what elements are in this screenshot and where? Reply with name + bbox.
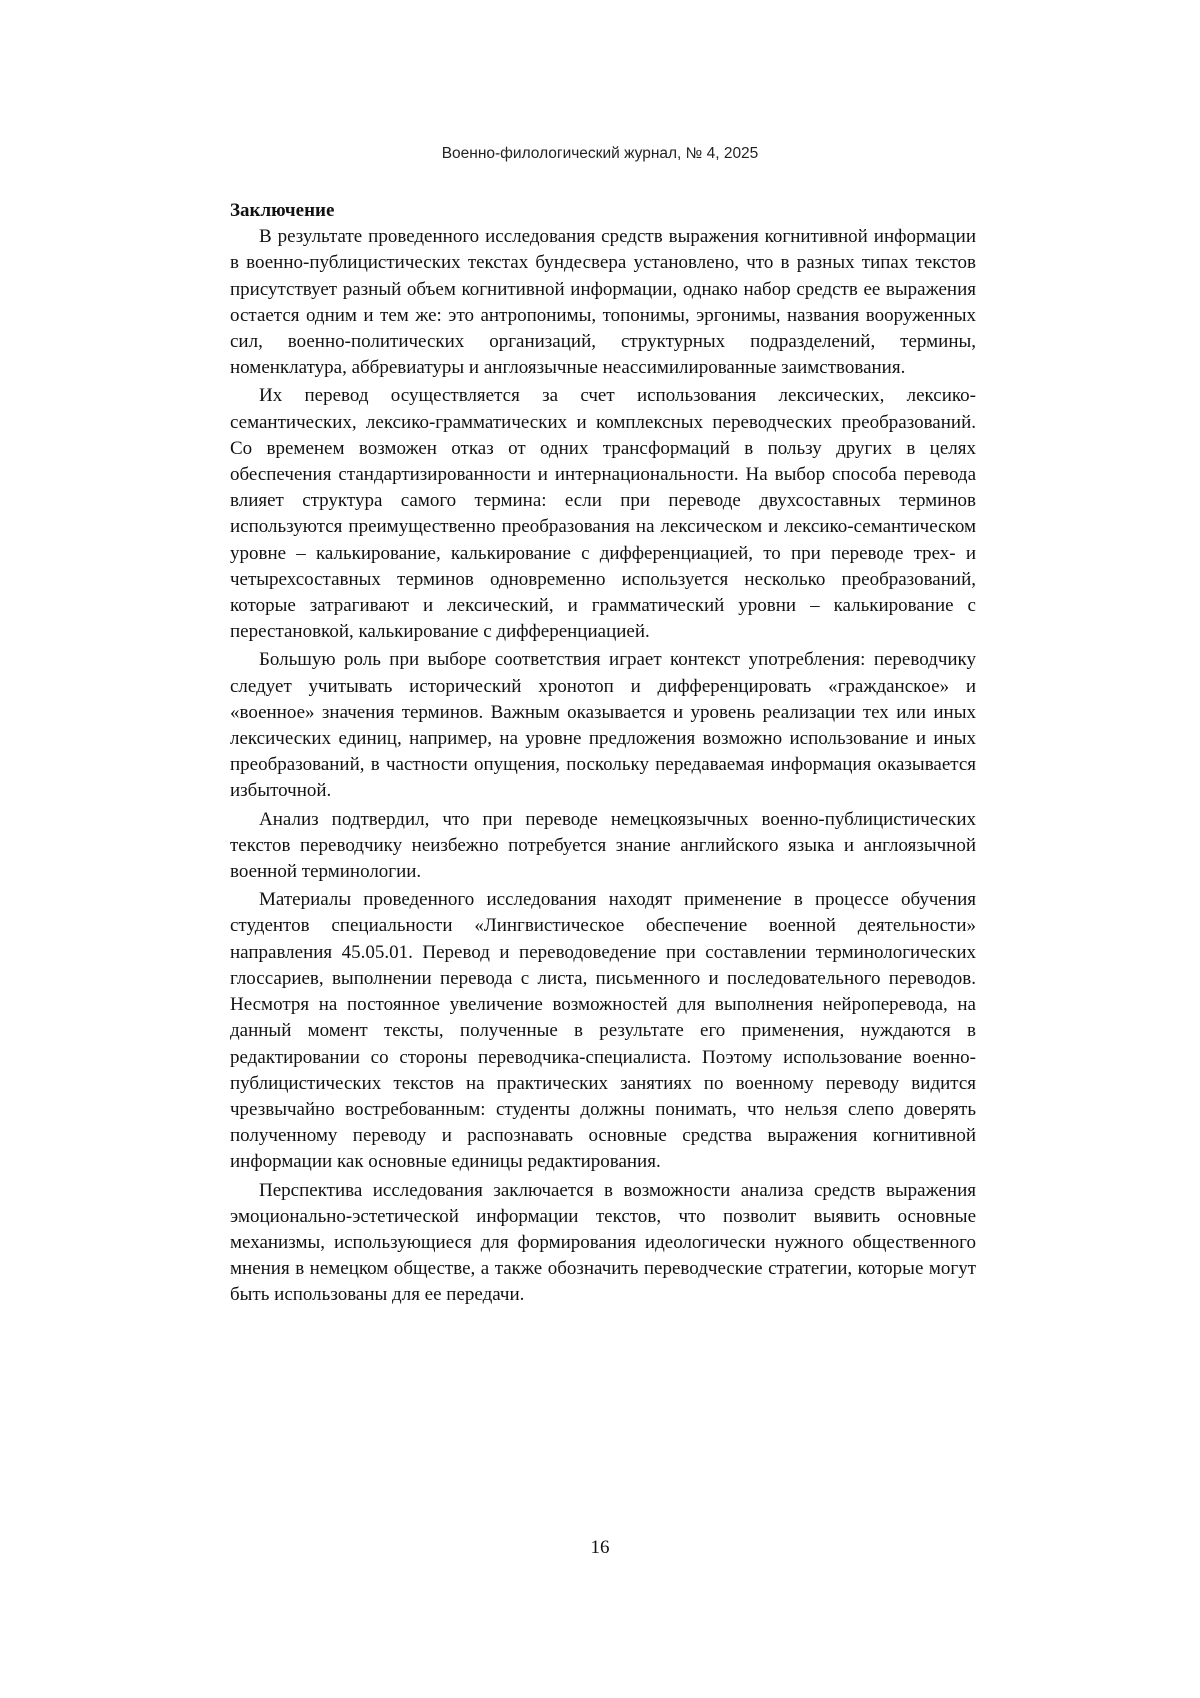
section-title: Заключение [230,200,335,221]
section-body [230,198,976,1311]
paragraph: Большую роль при выборе соответствия играет контекст употребления: переводчику следует учитывать исторический хронотоп и дифференцировать «гражданское» и «военное» значения терминов. Важным оказывается и уровень реализации тех или иных лексических единиц, например, на уровне предложения возможно использование и иных преобразований, в частности опущения, поскольку передаваемая информация оказывается избыточной. [230,649,976,802]
paragraph: Перспектива исследования заключается в возможности анализа средств выражения эмоционально-эстетической информации текстов, что позволит выявить основные механизмы, использующиеся для формирования идеологически нужного общественного мнения в немецком обществе, а также обозначить переводческие стратегии, которые могут быть использованы для ее передачи. [230,1179,976,1306]
paragraph: В результате проведенного исследования средств выражения когнитивной информации в военно-публицистических текстах бундесвера установлено, что в разных типах текстов присутствует разный объем когнитивной информации, однако набор средств ее выражения остается одним и тем же: это антропонимы, топонимы, эргонимы, названия вооруженных сил, военно-политических организаций, структурных подразделений, термины, номенклатура, аббревиатуры и англоязычные неассимилированные заимствования. [230,226,976,379]
paragraph: Анализ подтвердил, что при переводе немецкоязычных военно-публицистических текстов переводчику неизбежно потребуется знание английского языка и англоязычной военной терминологии. [230,808,976,883]
page-number: 16 [590,1537,610,1558]
running-header: Военно-филологический журнал, № 4, 2025 [441,145,759,162]
paragraph: Их перевод осуществляется за счет использования лексических, лексико-семантических, лексико-грамматических и комплексных переводческих преобразований. Со временем возможен отказ от одних трансформаций в пользу других в целях обеспечения стандартизированности и интернациональности. На выбор способа перевода влияет структура самого термина: если при переводе двухсоставных терминов используются преимущественно преобразования на лексическом и лексико-семантическом уровне – калькирование, калькирование с дифференциацией, то при переводе трех- и четырехсоставных терминов одновременно используется несколько преобразований, которые затрагивают и лексический, и грамматический уровни – калькирование с перестановкой, калькирование с дифференциацией. [230,385,976,643]
paragraph: Материалы проведенного исследования находят применение в процессе обучения студентов специальности «Лингвистическое обеспечение военной деятельности» направления 45.05.01. Перевод и переводоведение при составлении терминологических глоссариев, выполнении перевода с листа, письменного и последовательного переводов. Несмотря на постоянное увеличение возможностей для выполнения нейроперевода, на данный момент тексты, полученные в результате его применения, нуждаются в редактировании со стороны переводчика-специалиста. Поэтому использование военно-публицистических текстов на практических занятиях по военному переводу видится чрезвычайно востребованным: студенты должны понимать, что нельзя слепо доверять полученному переводу и распознавать основные средства выражения когнитивной информации как основные единицы редактирования. [230,889,976,1173]
